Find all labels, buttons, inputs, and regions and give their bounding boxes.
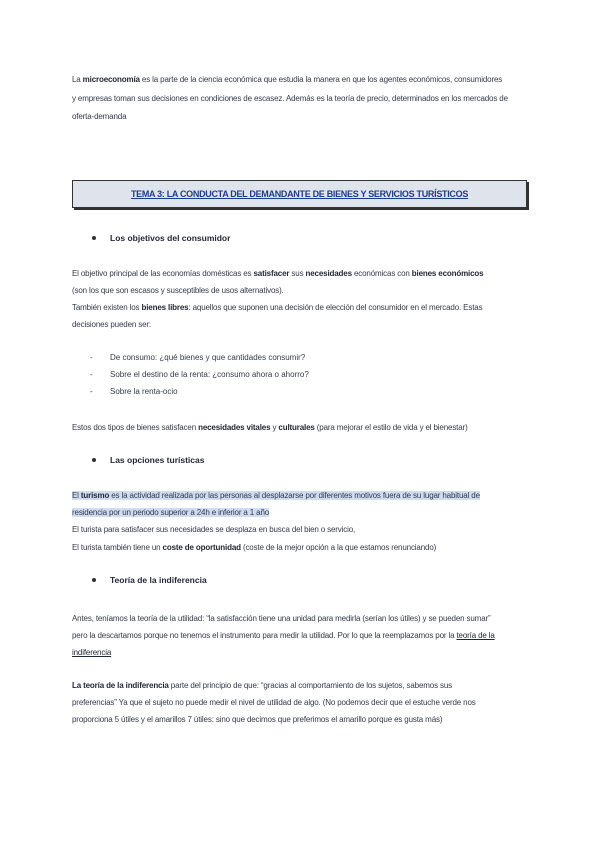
section-heading-opciones: Las opciones turísticas xyxy=(92,455,204,465)
s3-line-4: La teoría de la indiferencia parte del principio de que: “gracias al comportamiento de los sujetos, sabemos sus xyxy=(72,681,452,690)
s1-line-2: (son los que son escasos y susceptibles de usos alternativos). xyxy=(72,286,284,295)
s1-line-4: decisiones pueden ser: xyxy=(72,320,151,329)
s2-line-4: El turista también tiene un coste de oportunidad (coste de la mejor opción a la que estamos renunciando) xyxy=(72,543,437,552)
intro-line-3: oferta-demanda xyxy=(72,112,127,121)
s3-line-6: proporciona 5 útiles y el amarillos 7 útiles: sino que decimos que preferimos el amarillo porque es gusta más) xyxy=(72,715,443,724)
s3-line-1: Antes, teníamos la teoría de la utilidad: “la satisfacción tiene una unidad para medirla (serían los útiles) y se pueden sumar” xyxy=(72,614,491,623)
section-heading-objetivos: Los objetivos del consumidor xyxy=(92,233,230,243)
list-item: - De consumo: ¿qué bienes y que cantidades consumir? xyxy=(90,353,306,362)
section-heading-indiferencia: Teoría de la indiferencia xyxy=(92,575,207,585)
s2-line-1: El turismo es la actividad realizada por las personas al desplazarse por diferentes motivos fuera de su lugar habitual de xyxy=(72,491,480,500)
intro-line-2: y empresas toman sus decisiones en condiciones de escasez. Además es la teoría de precio, determinados en los mercados de xyxy=(72,94,508,103)
bullet-icon xyxy=(92,236,96,240)
s3-line-2: pero la descartamos porque no tenemos el instrumento para medir la utilidad. Por lo que la reemplazamos por la teoría de la xyxy=(72,631,495,640)
bullet-icon xyxy=(92,458,96,462)
list-item: - Sobre la renta-ocio xyxy=(90,387,178,396)
s1-line-3: También existen los bienes libres: aquellos que suponen una decisión de elección del consumidor en el mercado. Estas xyxy=(72,303,483,312)
s3-line-5: preferencias” Ya que el sujeto no puede medir el nivel de utilidad de algo. (No podemos decir que el estuche verde nos xyxy=(72,698,476,707)
s3-line-3: indiferencia xyxy=(72,648,112,657)
s2-line-3: El turista para satisfacer sus necesidades se desplaza en busca del bien o servicio, xyxy=(72,525,356,534)
bullet-icon xyxy=(92,578,96,582)
term-microeconomia: microeconomía xyxy=(82,75,140,84)
s2-line-2: residencia por un periodo superior a 24h e inferior a 1 año xyxy=(72,508,270,517)
s1-line-5: Estos dos tipos de bienes satisfacen necesidades vitales y culturales (para mejorar el estilo de vida y el bienestar) xyxy=(72,423,468,432)
s1-line-1: El objetivo principal de las economías domésticas es satisfacer sus necesidades económicas con bienes económicos xyxy=(72,269,484,278)
chapter-title-box xyxy=(72,180,527,208)
chapter-title: TEMA 3: LA CONDUCTA DEL DEMANDANTE DE BIENES Y SERVICIOS TURÍSTICOS xyxy=(130,189,469,199)
list-item: - Sobre el destino de la renta: ¿consumo ahora o ahorro? xyxy=(90,370,309,379)
intro-line-1: La microeconomía es la parte de la ciencia económica que estudia la manera en que los agentes económicos, consumidores xyxy=(72,75,503,84)
